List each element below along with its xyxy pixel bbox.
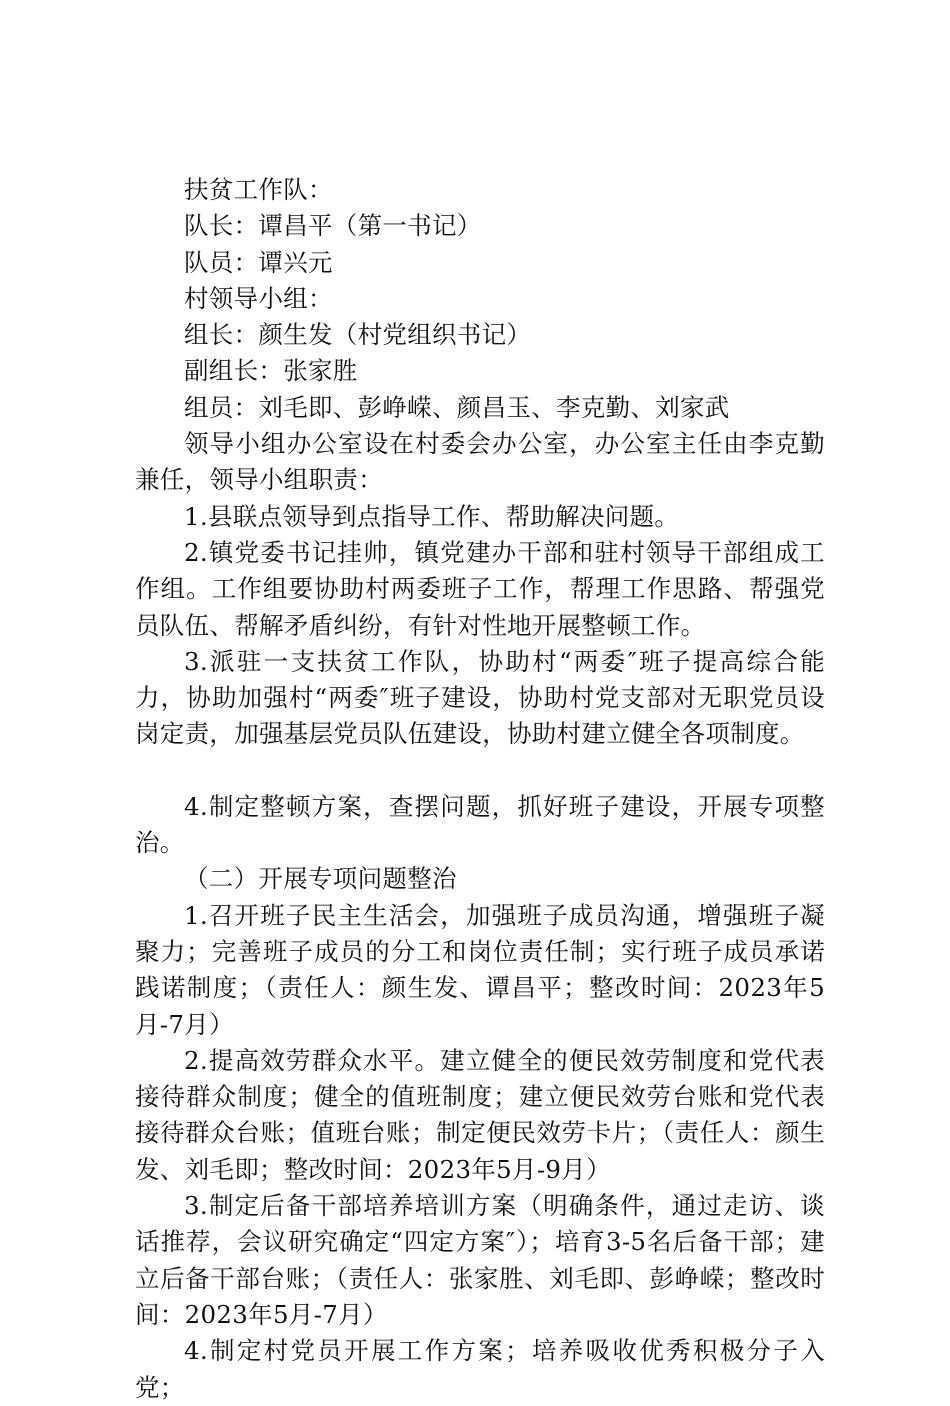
deputy-leader-line: 副组长：张家胜 [184, 356, 358, 386]
team-heading: 扶贫工作队： [184, 175, 333, 204]
group-members-line: 组员：刘毛即、彭峥嵘、颜昌玉、李克勤、刘家武 [184, 392, 730, 422]
team-member-line: 队员：谭兴元 [184, 247, 333, 277]
document-body [135, 172, 825, 1406]
duty-item-4: 4.制定整顿方案，查摆问题，抓好班子建设，开展专项整治。 [135, 791, 825, 858]
team-leader-line: 队长：谭昌平（第一书记） [184, 211, 482, 241]
section-heading-2: （二）开展专项问题整治 [184, 864, 457, 894]
duty-item-2: 2.镇党委书记挂帅，镇党建办干部和驻村领导干部组成工作组。工作组要协助村两委班子工作，帮理工作思路、帮强党员队伍、帮解矛盾纠纷，有针对性地开展整顿工作。 [135, 537, 825, 640]
task-item-2: 2.提高效劳群众水平。建立健全的便民效劳制度和党代表接待群众制度；健全的值班制度；建立便民效劳台账和党代表接待群众台账；值班台账；制定便民效劳卡片；（责任人：颜生发、刘毛即；整改时间：2023年5月-9月） [135, 1045, 825, 1184]
paragraph-gap [135, 753, 825, 789]
task-item-4: 4.制定村党员开展工作方案；培养吸收优秀积极分子入党； [135, 1336, 825, 1402]
duty-item-1: 1.县联点领导到点指导工作、帮助解决问题。 [184, 501, 680, 531]
duty-item-3: 3.派驻一支扶贫工作队，协助村“两委″班子提高综合能力，协助加强村“两委″班子建设，协助村党支部对无职党员设岗定责，加强基层党员队伍建设，协助村建立健全各项制度。 [135, 646, 825, 749]
task-item-1: 1.召开班子民主生活会，加强班子成员沟通，增强班子凝聚力；完善班子成员的分工和岗位责任制；实行班子成员承诺践诺制度；（责任人：颜生发、谭昌平；整改时间：2023年5月-7月） [135, 900, 825, 1039]
leadership-group-heading: 村领导小组： [184, 283, 333, 313]
task-item-3: 3.制定后备干部培养培训方案（明确条件，通过走访、谈话推荐，会议研究确定“四定方案″）；培育3-5名后备干部；建立后备干部台账；（责任人：张家胜、刘毛即、彭峥嵘；整改时间：2023年5月-7月） [135, 1191, 825, 1329]
office-paragraph: 领导小组办公室设在村委会办公室，办公室主任由李克勤兼任，领导小组职责： [135, 429, 825, 495]
group-leader-line: 组长：颜生发（村党组织书记） [184, 320, 532, 350]
